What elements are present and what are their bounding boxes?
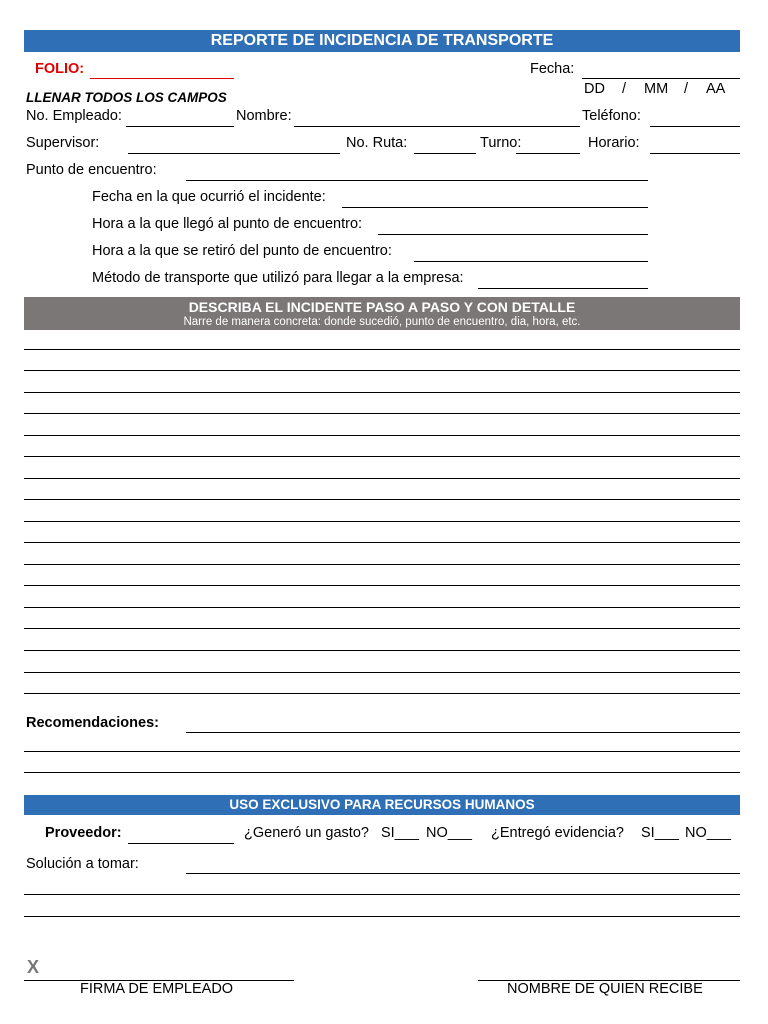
description-line[interactable] [24,392,740,393]
description-line[interactable] [24,650,740,651]
fecha-incidente-label: Fecha en la que ocurrió el incidente: [92,189,326,205]
form-title: REPORTE DE INCIDENCIA DE TRANSPORTE [210,32,554,49]
fecha-label: Fecha: [530,61,575,77]
description-line[interactable] [24,564,740,565]
turno-field[interactable] [516,153,580,154]
description-line[interactable] [24,478,740,479]
metodo-transporte-field[interactable] [478,288,648,289]
date-sep-2: / [684,81,689,97]
turno-label: Turno: [480,135,522,151]
gasto-no-option[interactable]: NO___ [426,825,472,841]
date-dd: DD [584,81,605,97]
metodo-transporte-label: Método de transporte que utilizó para llegar a la empresa: [92,270,464,286]
incident-section-subtitle: Narre de manera concreta: donde sucedió, punto de encuentro, dia, hora, etc. [183,316,581,328]
description-line[interactable] [24,585,740,586]
hora-retiro-field[interactable] [414,261,648,262]
recomendaciones-label: Recomendaciones: [26,715,159,731]
evidencia-no-option[interactable]: NO___ [685,825,731,841]
proveedor-label: Proveedor: [45,825,122,841]
evidencia-question: ¿Entregó evidencia? [491,825,624,841]
description-line[interactable] [24,628,740,629]
folio-field[interactable] [90,78,234,79]
description-line[interactable] [24,349,740,350]
date-mm: MM [644,81,669,97]
description-line[interactable] [24,521,740,522]
punto-encuentro-field[interactable] [186,180,648,181]
form-title-banner [24,30,740,52]
incident-section-title: DESCRIBA EL INCIDENTE PASO A PASO Y CON DETALLE [188,299,576,315]
recomendaciones-line[interactable] [24,772,740,773]
gasto-question: ¿Generó un gasto? [244,825,369,841]
hr-section-header [24,795,740,815]
date-aa: AA [706,81,726,97]
description-line[interactable] [24,542,740,543]
proveedor-field[interactable] [128,843,234,844]
no-empleado-field[interactable] [126,126,234,127]
no-ruta-label: No. Ruta: [346,135,408,151]
nombre-recibe-label: NOMBRE DE QUIEN RECIBE [507,981,703,997]
description-line[interactable] [24,370,740,371]
folio-label: FOLIO: [35,61,85,77]
fecha-incidente-field[interactable] [342,207,648,208]
solucion-line[interactable] [24,894,740,895]
solucion-label: Solución a tomar: [26,856,139,872]
punto-encuentro-label: Punto de encuentro: [26,162,157,178]
description-line[interactable] [24,456,740,457]
evidencia-si-option[interactable]: SI___ [641,825,679,841]
no-ruta-field[interactable] [414,153,476,154]
horario-field[interactable] [650,153,740,154]
hora-llego-field[interactable] [378,234,648,235]
recomendaciones-field[interactable] [186,732,740,733]
supervisor-field[interactable] [128,153,340,154]
description-line[interactable] [24,672,740,673]
incident-section-header [24,297,740,330]
description-line[interactable] [24,607,740,608]
date-sep-1: / [622,81,627,97]
nombre-label: Nombre: [236,108,292,124]
solucion-field[interactable] [186,873,740,874]
recomendaciones-line[interactable] [24,751,740,752]
signature-x-mark: X [27,957,40,977]
firma-empleado-label: FIRMA DE EMPLEADO [80,981,234,997]
hora-retiro-label: Hora a la que se retiró del punto de encuentro: [92,243,392,259]
instruction-text: LLENAR TODOS LOS CAMPOS [26,90,227,105]
gasto-si-option[interactable]: SI___ [381,825,419,841]
hora-llego-label: Hora a la que llegó al punto de encuentro: [92,216,363,232]
telefono-label: Teléfono: [582,108,641,124]
solucion-line[interactable] [24,916,740,917]
nombre-field[interactable] [294,126,580,127]
fecha-field[interactable] [582,78,740,79]
horario-label: Horario: [588,135,640,151]
description-line[interactable] [24,413,740,414]
no-empleado-label: No. Empleado: [26,108,122,124]
telefono-field[interactable] [650,126,740,127]
hr-section-title: USO EXCLUSIVO PARA RECURSOS HUMANOS [229,797,535,812]
description-line[interactable] [24,693,740,694]
supervisor-label: Supervisor: [26,135,100,151]
description-line[interactable] [24,435,740,436]
description-line[interactable] [24,499,740,500]
